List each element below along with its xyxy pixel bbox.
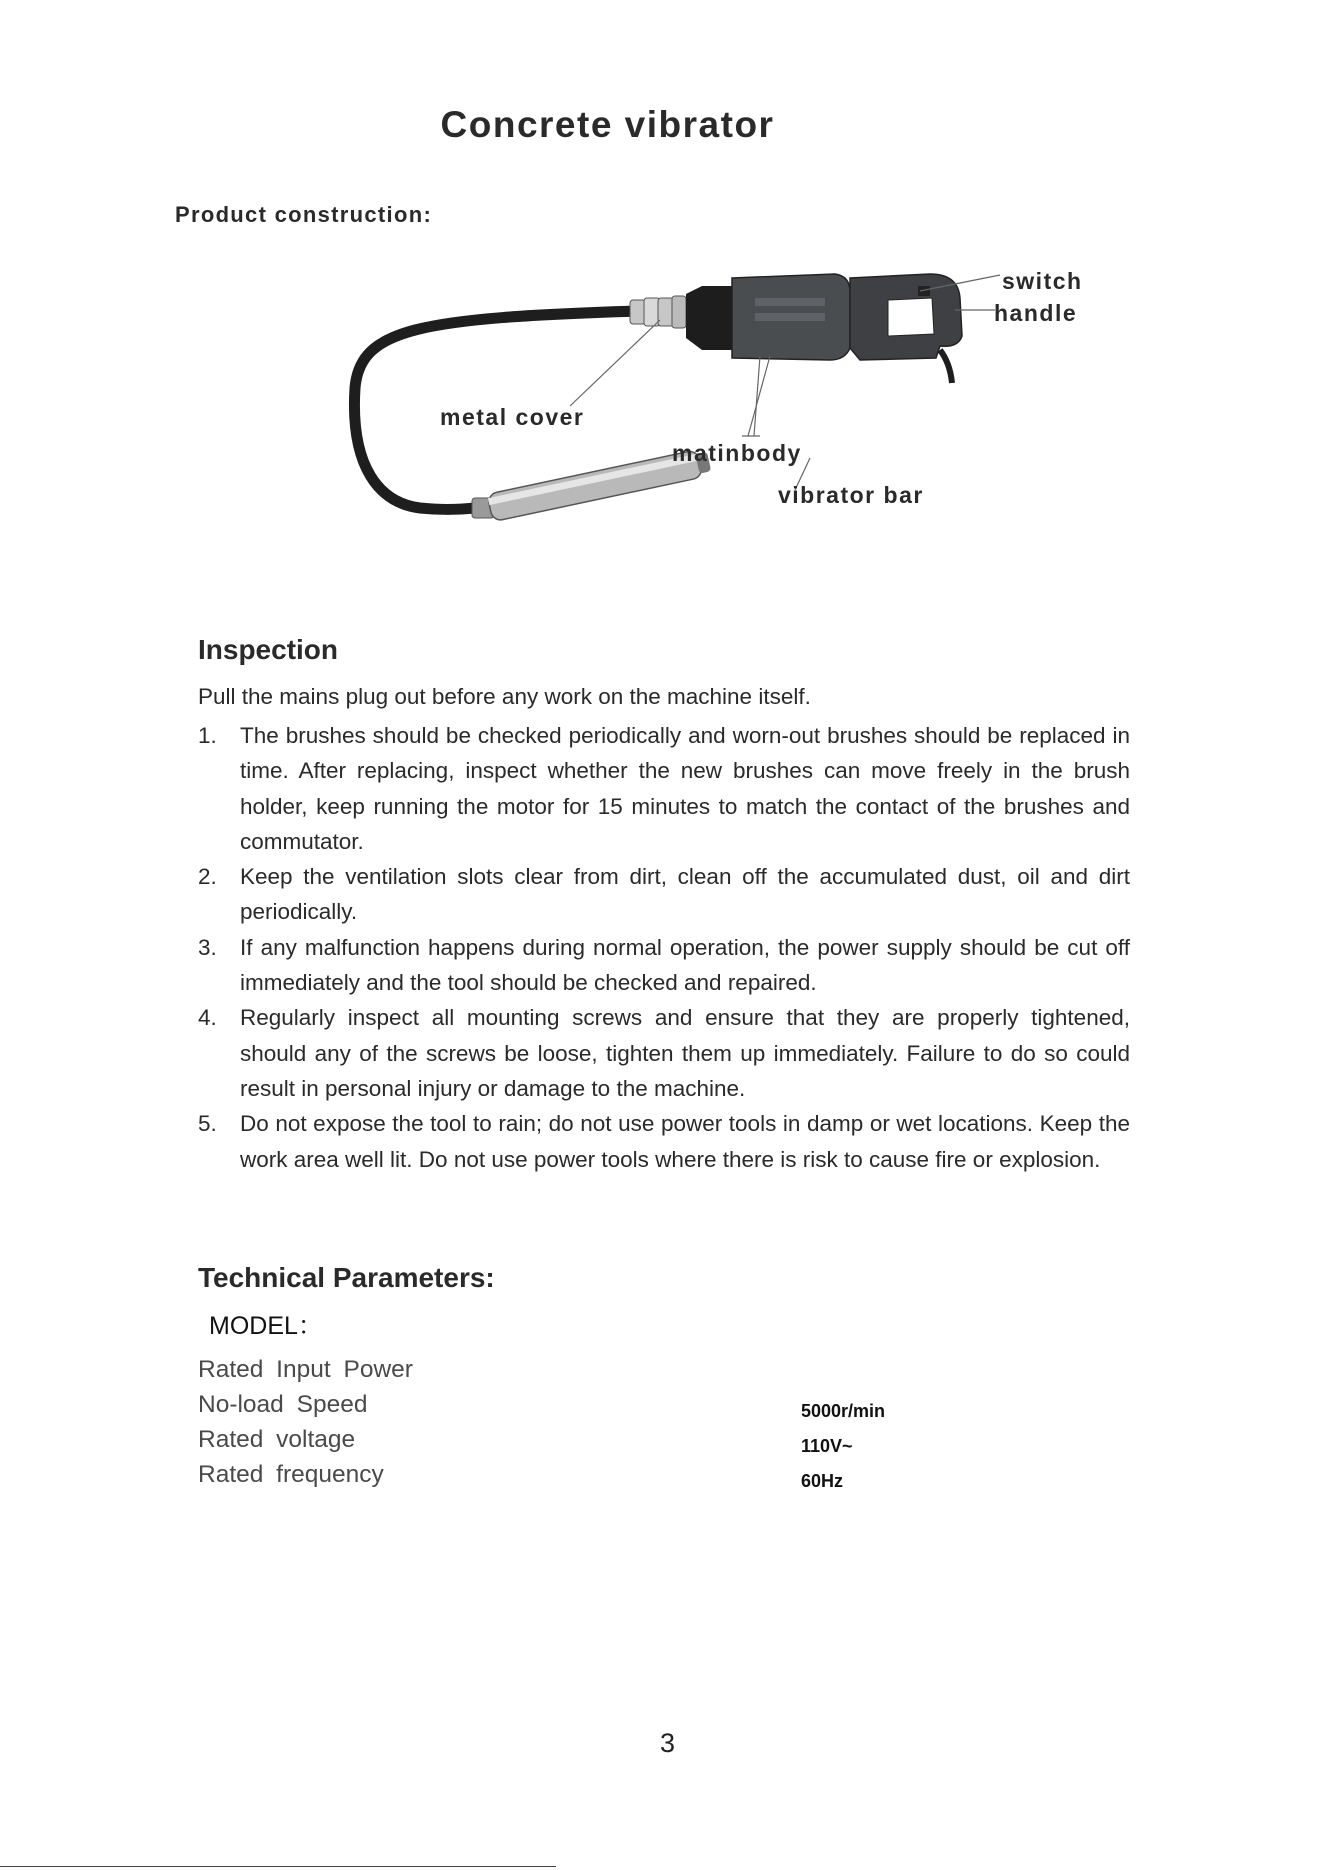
parameter-label: Rated frequency — [198, 1461, 384, 1488]
list-item — [198, 859, 1130, 930]
construction-heading: Product construction: — [175, 202, 433, 227]
parameter-label: Rated Input Power — [198, 1356, 413, 1383]
item-number: 3. — [198, 934, 217, 960]
metal-cover-shape — [630, 296, 686, 328]
callout-main-body: matinbody — [672, 440, 802, 466]
callout-vibrator-bar: vibrator bar — [778, 482, 924, 508]
parameter-row — [198, 1391, 898, 1421]
item-number: 2. — [198, 864, 217, 890]
footer-rule — [0, 1866, 556, 1867]
inspection-intro: Pull the mains plug out before any work on the machine itself. — [198, 684, 811, 709]
page-title: Concrete vibrator — [440, 104, 775, 145]
item-text: If any malfunction happens during normal operation, the power supply should be cut off immediately and the tool should be checked and repaired. — [240, 934, 1130, 996]
model-label: MODEL： — [209, 1312, 323, 1340]
parameter-value: 5000r/min — [801, 1401, 886, 1421]
list-item — [198, 930, 1130, 1001]
item-number: 1. — [198, 723, 217, 748]
item-text: Do not expose the tool to rain; do not use power tools in damp or wet locations. Keep the work area well lit. Do not use power tools where there is risk to cause fire or explosion. — [240, 1111, 1130, 1172]
product-figure — [340, 258, 1083, 598]
parameter-value: 60Hz — [801, 1471, 844, 1491]
item-number: 5. — [198, 1111, 217, 1137]
parameter-label: No-load Speed — [198, 1391, 368, 1418]
list-item — [198, 718, 1130, 859]
item-text: Regularly inspect all mounting screws and ensure that they are properly tightened, should any of the screws be loose, tighten them up immediately. Failure to do so could result in personal injury or damage to the machine. — [240, 1005, 1130, 1101]
callout-metal-cover: metal cover — [440, 404, 585, 430]
page-number: 3 — [659, 1728, 676, 1758]
item-number: 4. — [198, 1005, 217, 1031]
front-cap-shape — [686, 286, 735, 350]
parameter-value: 110V~ — [801, 1436, 853, 1456]
parameter-row — [198, 1461, 898, 1491]
callout-handle: handle — [994, 300, 1078, 326]
list-item — [198, 1000, 1130, 1106]
inspection-list — [198, 718, 1130, 1177]
technical-heading: Technical Parameters: — [198, 1262, 495, 1293]
parameter-label: Rated voltage — [198, 1426, 356, 1453]
inspection-heading: Inspection — [198, 634, 339, 665]
list-item — [198, 1106, 1130, 1177]
power-cord-shape — [940, 350, 952, 383]
callout-switch: switch — [1002, 268, 1083, 294]
item-text: The brushes should be checked periodically and worn-out brushes should be replaced in time. After replacing, inspect whether the new brushes can move freely in the brush holder, keep running the motor for 15 minutes to match the contact of the brushes and commutator. — [240, 723, 1130, 854]
item-text: Keep the ventilation slots clear from dirt, clean off the accumulated dust, oil and dirt periodically. — [240, 864, 1130, 925]
parameter-row — [198, 1356, 898, 1386]
parameter-row — [198, 1426, 898, 1456]
switch-shape — [918, 286, 930, 296]
